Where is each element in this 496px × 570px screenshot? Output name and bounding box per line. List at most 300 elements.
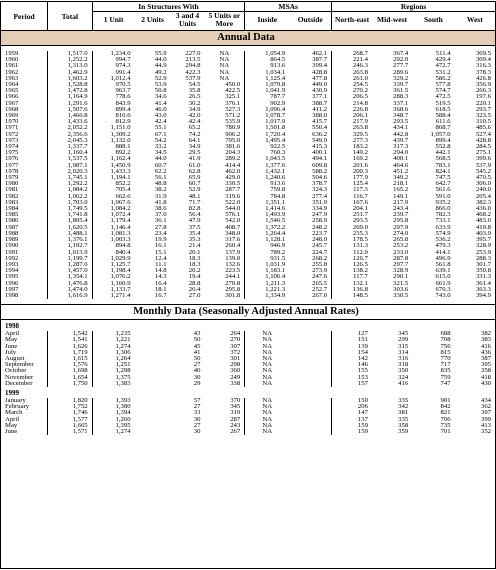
cell-msa-inside: 1,017.9	[245, 119, 290, 125]
cell-total: 1,062.2	[48, 194, 93, 200]
cell-northeast: 153	[332, 375, 372, 381]
cell-northeast: 254.5	[332, 82, 372, 88]
cell-total: 1,164.9	[48, 94, 93, 100]
cell-five-plus-units: 527.3	[225, 105, 241, 113]
cell-south: 618.5	[435, 105, 451, 113]
cell-total: 1,750	[48, 381, 93, 387]
cell-west: 434	[480, 396, 491, 404]
cell-west: 483.0	[475, 217, 491, 225]
header-5-units-more: 5 Units or More	[204, 12, 244, 31]
header-1-unit: 1 Unit	[92, 12, 134, 31]
cell-two-units: 38.2	[154, 186, 167, 194]
cell-one-unit: 1,132.0	[92, 138, 134, 144]
cell-total: 1,603.2	[48, 76, 93, 82]
cell-period: 1981	[5, 186, 19, 194]
cell-total: 1,292.2	[48, 181, 93, 187]
cell-five-plus-units: 345	[230, 403, 241, 411]
cell-total: 1,472.8	[48, 88, 93, 94]
cell-west: 205.4	[475, 192, 491, 200]
cell-west: 527.4	[475, 130, 491, 138]
cell-midwest: 295.8	[393, 217, 409, 225]
cell-msa-outside: 267.0	[312, 291, 328, 299]
cell-period: 1989	[5, 236, 19, 244]
cell-msa-outside: 388.7	[312, 99, 328, 107]
cell-two-units: 19.9	[154, 236, 167, 244]
cell-two-units: 41.8	[154, 198, 167, 206]
cell-northeast: 149.2	[332, 150, 372, 156]
cell-three-four-units: 56.4	[188, 211, 201, 219]
cell-west: 545.2	[475, 167, 491, 175]
cell-one-unit: 1,003.3	[92, 237, 134, 243]
cell-midwest: 287.8	[393, 254, 409, 262]
cell-period: December	[5, 379, 33, 387]
cell-west: 240.0	[475, 186, 491, 194]
cell-msa-inside: 1,128.1	[245, 237, 290, 243]
cell-midwest: 299	[398, 336, 409, 344]
cell-midwest: 367.4	[393, 50, 409, 57]
cell-five-plus-units: 264	[230, 330, 241, 338]
cell-period: 1967	[5, 99, 19, 107]
cell-total: 1,615	[48, 356, 93, 362]
cell-midwest: 233.0	[393, 248, 409, 256]
cell-period: 1995	[5, 273, 19, 281]
cell-total: 1,462.9	[48, 70, 93, 76]
cell-two-units: 36.1	[154, 217, 167, 225]
cell-midwest: 464.6	[393, 161, 409, 169]
cell-three-four-units: 21.4	[188, 242, 201, 250]
cell-total: 1,488.1	[48, 231, 93, 237]
cell-west: 416	[480, 342, 491, 350]
cell-msa-outside: 273.9	[312, 267, 328, 275]
cell-three-four-units: 20.1	[188, 248, 201, 256]
cell-total: 1,376.1	[48, 237, 93, 243]
cell-total: 1,616.9	[48, 293, 93, 299]
cell-northeast: 177.9	[332, 175, 372, 181]
cell-two-units: 49.2	[154, 68, 167, 76]
cell-total: 2,045.3	[48, 138, 93, 144]
cell-msa-outside: 415.3	[312, 143, 328, 151]
cell-total: 1,542	[48, 331, 93, 337]
cell-msa-outside: 255.8	[312, 260, 328, 268]
cell-west: 387	[480, 354, 491, 362]
cell-west: 399	[480, 415, 491, 423]
cell-total: 1,577	[48, 417, 93, 423]
cell-northeast: 137	[332, 417, 372, 423]
cell-msa-inside: NA	[245, 337, 290, 343]
cell-one-unit: 1,133.7	[92, 287, 134, 293]
cell-three-four-units: 27	[193, 361, 201, 369]
cell-total: 1,665	[48, 423, 93, 429]
cell-northeast: 226.8	[332, 107, 372, 113]
cell-three-four-units: 45	[193, 342, 201, 350]
cell-midwest: 339.7	[393, 81, 409, 89]
cell-one-unit: 852.2	[92, 181, 134, 187]
cell-five-plus-units: 287.7	[225, 186, 241, 194]
cell-midwest: 442.8	[393, 130, 409, 138]
cell-northeast: 263.8	[332, 70, 372, 76]
cell-northeast: 277.3	[332, 138, 372, 144]
cell-three-four-units: 42.4	[188, 118, 201, 126]
cell-west: 288.3	[475, 254, 491, 262]
cell-period: 1971	[5, 124, 19, 132]
cell-one-unit: 1,306	[92, 350, 134, 356]
cell-period: 1962	[5, 68, 19, 76]
cell-south: 735	[440, 421, 451, 429]
cell-period: 1968	[5, 105, 19, 113]
cell-total: 1,354.1	[48, 274, 93, 280]
cell-period: 1970	[5, 118, 19, 126]
cell-northeast: 217.9	[332, 119, 372, 125]
cell-five-plus-units: 535.9	[225, 118, 241, 126]
cell-msa-outside: 377.1	[312, 93, 328, 101]
cell-msa-outside: 388.0	[312, 112, 328, 120]
cell-five-plus-units: 270	[230, 336, 241, 344]
cell-midwest: 314	[398, 348, 409, 356]
cell-midwest: 243.4	[393, 205, 409, 213]
cell-midwest: 290.1	[393, 273, 409, 281]
cell-west: 419.8	[475, 223, 491, 231]
cell-period: 1979	[5, 174, 19, 182]
cell-period: 1973	[5, 136, 19, 144]
cell-msa-inside: 1,125.4	[245, 76, 290, 82]
cell-one-unit: 892.2	[92, 150, 134, 156]
cell-period: 1976	[5, 155, 19, 163]
cell-msa-inside: 1,031.9	[245, 262, 290, 268]
cell-period: 1997	[5, 285, 19, 293]
cell-five-plus-units: 360	[230, 367, 241, 375]
cell-northeast: 206	[332, 404, 372, 410]
header-3-4-units: 3 and 4 Units	[171, 12, 205, 31]
cell-west: 358	[480, 367, 491, 375]
cell-south: 536.2	[435, 236, 451, 244]
cell-south: 935.2	[435, 198, 451, 206]
cell-period: 1960	[5, 56, 19, 64]
cell-northeast: 251.7	[332, 212, 372, 218]
cell-three-four-units: 33	[193, 409, 201, 417]
cell-west: 301.7	[475, 260, 491, 268]
cell-west: 352	[480, 427, 491, 435]
cell-msa-outside: 324.3	[312, 186, 328, 194]
cell-two-units: 14.8	[154, 267, 167, 275]
cell-msa-inside: 913.6	[245, 63, 290, 69]
cell-total: 1,528.8	[48, 82, 93, 88]
cell-south: 756	[440, 342, 451, 350]
cell-msa-outside: 399.4	[312, 62, 328, 70]
cell-total: 1,620.5	[48, 225, 93, 231]
cell-west: 316.3	[475, 62, 491, 70]
cell-msa-outside: 462.1	[312, 50, 328, 57]
cell-three-four-units: 82.8	[188, 205, 201, 213]
cell-period: August	[5, 354, 25, 362]
cell-west: 350.8	[475, 267, 491, 275]
cell-west: 403.9	[475, 229, 491, 237]
cell-five-plus-units: 319.6	[225, 192, 241, 200]
cell-west: 413	[480, 421, 491, 429]
cell-three-four-units: 74.2	[188, 130, 201, 138]
cell-midwest: 324	[398, 373, 409, 381]
cell-one-unit: 1,151.0	[92, 125, 134, 131]
cell-one-unit: 1,394	[92, 410, 134, 416]
cell-period: 1961	[5, 62, 19, 70]
cell-msa-inside: 1,493.9	[245, 212, 290, 218]
cell-total: 1,192.7	[48, 243, 93, 249]
cell-three-four-units: 18.3	[188, 254, 201, 262]
monthly-row	[1, 429, 495, 435]
cell-northeast: 293.5	[332, 218, 372, 224]
cell-two-units: 15.1	[154, 248, 167, 256]
cell-midwest: 451.2	[393, 167, 409, 175]
cell-five-plus-units: 139.0	[225, 254, 241, 262]
cell-five-plus-units: 223.5	[225, 267, 241, 275]
cell-northeast: 112.9	[332, 250, 372, 256]
cell-total: 1,337.7	[48, 144, 93, 150]
cell-one-unit: 1,380	[92, 404, 134, 410]
cell-west: 426.8	[475, 74, 491, 82]
cell-three-four-units: 27.0	[188, 291, 201, 299]
cell-northeast: 131.3	[332, 243, 372, 249]
cell-five-plus-units: 522.0	[225, 198, 241, 206]
cell-south: 1,057.0	[430, 130, 451, 138]
cell-midwest: 439.7	[393, 136, 409, 144]
cell-three-four-units: 71.7	[188, 198, 201, 206]
cell-three-four-units: 35.8	[188, 87, 201, 95]
cell-south: 577.8	[435, 81, 451, 89]
cell-west: 328.9	[475, 242, 491, 250]
cell-period: May	[5, 336, 18, 344]
cell-five-plus-units: 422.5	[225, 87, 241, 95]
cell-period: 1990	[5, 242, 19, 250]
cell-south: 842	[440, 403, 451, 411]
cell-midwest: 330.5	[393, 291, 409, 299]
header-midwest: Mid-west	[372, 12, 412, 31]
cell-midwest: 288.3	[393, 93, 409, 101]
cell-total: 1,571	[48, 429, 93, 435]
cell-five-plus-units: 542.0	[225, 217, 241, 225]
cell-one-unit: 1,274	[92, 344, 134, 350]
cell-two-units: 44.0	[154, 56, 167, 64]
cell-five-plus-units: 301.8	[225, 291, 241, 299]
cell-one-unit: 888.1	[92, 144, 134, 150]
cell-midwest: 274.0	[393, 229, 409, 237]
cell-five-plus-units: NA	[219, 68, 230, 76]
cell-one-unit: 1,076.2	[92, 274, 134, 280]
cell-northeast: 126.5	[332, 262, 372, 268]
cell-msa-inside: 1,495.4	[245, 138, 290, 144]
cell-period: November	[5, 373, 34, 381]
cell-two-units: 56.1	[154, 174, 167, 182]
cell-one-unit: 812.9	[92, 119, 134, 125]
cell-midwest: 342	[398, 403, 409, 411]
cell-midwest: 277.7	[393, 62, 409, 70]
cell-west: 253.9	[475, 248, 491, 256]
cell-three-four-units: 29	[193, 379, 201, 387]
cell-midwest: 294.0	[393, 149, 409, 157]
cell-five-plus-units: 270.8	[225, 279, 241, 287]
cell-msa-inside: 1,079.8	[245, 82, 290, 88]
cell-west: 382	[480, 330, 491, 338]
cell-midwest: 297.9	[393, 223, 409, 231]
cell-three-four-units: 60.7	[188, 180, 201, 188]
cell-midwest: 265.8	[393, 236, 409, 244]
cell-northeast: 127	[332, 331, 372, 337]
cell-three-four-units: 35.4	[188, 229, 201, 237]
cell-one-unit: 1,234.0	[92, 51, 134, 57]
cell-five-plus-units: 244.1	[225, 273, 241, 281]
cell-period: October	[5, 367, 27, 375]
cell-three-four-units: 62.8	[188, 167, 201, 175]
cell-five-plus-units: NA	[219, 74, 230, 82]
cell-west: 331.3	[475, 273, 491, 281]
cell-two-units: 62.2	[154, 167, 167, 175]
cell-period: February	[5, 403, 30, 411]
cell-south: 586.2	[435, 74, 451, 82]
cell-total: 1,084.2	[48, 187, 93, 193]
cell-northeast: 155	[332, 368, 372, 374]
cell-west: 306.0	[475, 180, 491, 188]
cell-one-unit: 1,162.4	[92, 156, 134, 162]
cell-west: 399.6	[475, 155, 491, 163]
cell-midwest: 303.6	[393, 285, 409, 293]
cell-msa-inside: 1,432.1	[245, 169, 290, 175]
cell-south: 574.7	[435, 87, 451, 95]
cell-one-unit: 1,298	[92, 368, 134, 374]
cell-three-four-units: 48.1	[188, 192, 201, 200]
header-msas-group: MSAs	[245, 2, 332, 12]
cell-south: 661.9	[435, 279, 451, 287]
cell-two-units	[135, 429, 171, 435]
cell-msa-inside: 1,041.9	[245, 88, 290, 94]
year-label: 1999	[5, 388, 19, 397]
cell-total: 2,356.6	[48, 132, 93, 138]
cell-period: 1963	[5, 74, 19, 82]
cell-midwest: 217.9	[393, 198, 409, 206]
cell-two-units: 41.4	[154, 99, 167, 107]
cell-total: 2,020.3	[48, 169, 93, 175]
cell-three-four-units: 42.0	[188, 112, 201, 120]
cell-northeast: 125.4	[332, 181, 372, 187]
cell-period: 1985	[5, 211, 19, 219]
cell-midwest: 349.2	[393, 174, 409, 182]
cell-one-unit: 1,450.9	[92, 163, 134, 169]
cell-midwest: 350	[398, 367, 409, 375]
cell-msa-inside: NA	[245, 404, 290, 410]
cell-period: July	[5, 348, 17, 356]
cell-west: 361.4	[475, 279, 491, 287]
cell-msa-inside: NA	[245, 381, 290, 387]
cell-midwest: 292.0	[393, 56, 409, 64]
cell-south: 821	[440, 409, 451, 417]
cell-msa-inside: NA	[245, 375, 290, 381]
cell-west: 220.1	[475, 99, 491, 107]
cell-msa-inside: 931.5	[245, 256, 290, 262]
cell-msa-outside: 248.0	[312, 236, 328, 244]
cell-two-units: 52.9	[154, 74, 167, 82]
cell-west: 428.8	[475, 136, 491, 144]
cell-three-four-units: 35.3	[188, 236, 201, 244]
cell-one-unit: 1,012.4	[92, 76, 134, 82]
cell-three-four-units: 34.9	[188, 143, 201, 151]
cell-three-four-units: 64.1	[188, 136, 201, 144]
cell-three-four-units: 26.4	[188, 285, 201, 293]
cell-south: 708	[440, 336, 451, 344]
housing-permits-table	[0, 1, 496, 569]
cell-south: 835	[440, 367, 451, 375]
cell-three-four-units: 40	[193, 367, 201, 375]
cell-period: 1974	[5, 143, 19, 151]
cell-msa-outside: 378.7	[312, 180, 328, 188]
cell-south: 783.1	[435, 161, 451, 169]
cell-northeast: 154	[332, 350, 372, 356]
cell-northeast: 150	[332, 398, 372, 404]
data-table	[1, 2, 495, 435]
cell-west: 197.6	[475, 93, 491, 101]
cell-midwest: 218.1	[393, 180, 409, 188]
cell-three-four-units: 213.5	[185, 56, 201, 64]
cell-five-plus-units: 330.5	[225, 180, 241, 188]
cell-south: 611.6	[435, 118, 451, 126]
cell-period: March	[5, 409, 23, 417]
cell-total: 1,313.0	[48, 63, 93, 69]
cell-msa-inside: 1,240.6	[245, 175, 290, 181]
cell-period: May	[5, 421, 18, 429]
cell-five-plus-units: 307	[230, 342, 241, 350]
cell-period: 1964	[5, 81, 19, 89]
cell-three-four-units: 52.9	[188, 186, 201, 194]
cell-total: 1,576	[48, 362, 93, 368]
cell-msa-outside: 277.4	[312, 192, 328, 200]
cell-midwest: 348.7	[393, 112, 409, 120]
cell-south: 770	[440, 354, 451, 362]
cell-msa-outside: 428.8	[312, 68, 328, 76]
cell-msa-inside: 1,414.6	[245, 206, 290, 212]
cell-one-unit: 1,221	[92, 337, 134, 343]
cell-west: 363.3	[475, 285, 491, 293]
cell-msa-outside: 449.0	[312, 81, 328, 89]
cell-two-units: 55.1	[154, 124, 167, 132]
cell-midwest: 297.7	[393, 260, 409, 268]
cell-one-unit: 1,395	[92, 423, 134, 429]
cell-south: 743.0	[435, 291, 451, 299]
cell-two-units: 53.9	[154, 81, 167, 89]
cell-south: 639.1	[435, 267, 451, 275]
cell-msa-inside: 784.8	[245, 194, 290, 200]
cell-northeast: 136.8	[332, 287, 372, 293]
cell-five-plus-units: 780.9	[225, 124, 241, 132]
cell-northeast: 167.6	[332, 200, 372, 206]
cell-three-four-units: 227.0	[185, 50, 201, 57]
cell-west: 470.5	[475, 174, 491, 182]
cell-msa-inside: 1,720.4	[245, 132, 290, 138]
cell-three-four-units: 34.9	[188, 105, 201, 113]
cell-three-four-units: 19.4	[188, 273, 201, 281]
cell-midwest: 335	[398, 396, 409, 404]
cell-total: 1,252.2	[48, 57, 93, 63]
cell-west: 323.5	[475, 112, 491, 120]
cell-period: 1975	[5, 149, 19, 157]
cell-period: April	[5, 415, 20, 423]
cell-two-units: 23.4	[154, 229, 167, 237]
cell-one-unit: 894.8	[92, 243, 134, 249]
cell-west: 382.3	[475, 198, 491, 206]
cell-one-unit: 1,072.4	[92, 212, 134, 218]
cell-msa-inside: 1,211.3	[245, 281, 290, 287]
cell-msa-outside: 477.8	[312, 74, 328, 82]
header-period: Period	[1, 2, 48, 31]
cell-northeast: 269.0	[332, 225, 372, 231]
cell-three-four-units: 65.2	[188, 124, 201, 132]
cell-west: 383	[480, 336, 491, 344]
cell-five-plus-units: 544.0	[225, 205, 241, 213]
